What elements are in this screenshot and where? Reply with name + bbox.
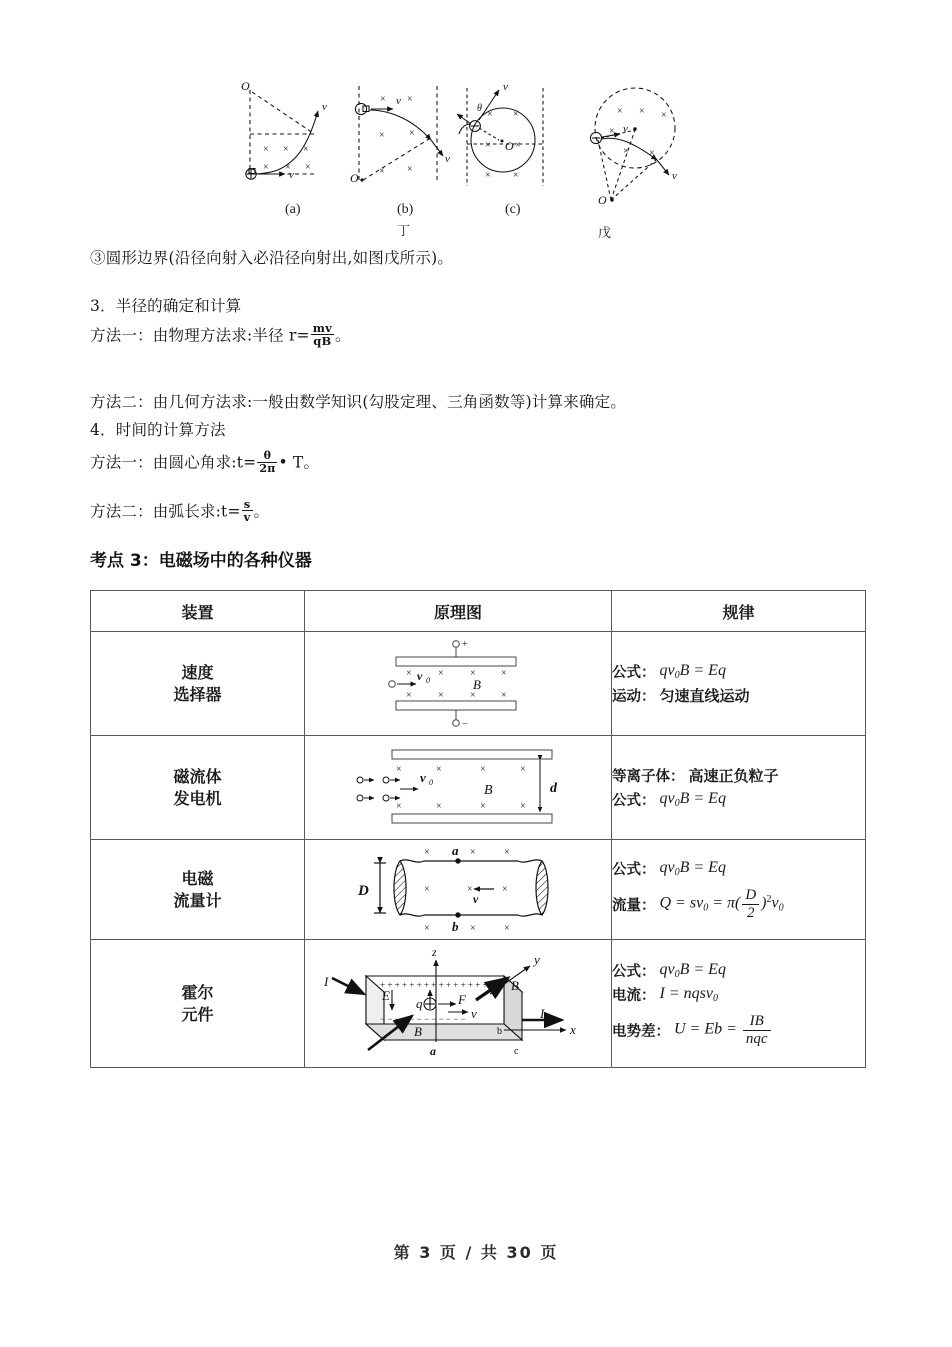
table-row <box>91 632 866 736</box>
svg-text:×: × <box>480 763 486 775</box>
device-line-2: 元件 <box>181 1004 214 1024</box>
fraction-numerator: θ <box>263 449 272 462</box>
svg-text:×: × <box>379 130 385 141</box>
svg-text:q: q <box>416 995 423 1011</box>
svg-text:0: 0 <box>426 675 430 685</box>
svg-text:v: v <box>322 101 327 113</box>
svg-text:×: × <box>504 846 510 858</box>
fraction-denominator: qB <box>311 334 334 347</box>
svg-text:×: × <box>501 667 507 679</box>
svg-text:×: × <box>396 800 402 812</box>
fraction-mv-over-qB <box>311 322 334 348</box>
svg-text:×: × <box>513 109 519 120</box>
svg-text:D: D <box>358 882 369 899</box>
rule-label: 公式： <box>612 861 656 878</box>
svg-text:θ: θ <box>477 103 482 114</box>
svg-text:×: × <box>305 162 311 173</box>
rule-formula: $Q = sv_0 = \pi$( $\frac{D}{2}$ )$^2v_0$ <box>659 887 784 921</box>
svg-text:×: × <box>513 170 519 181</box>
svg-text:×: × <box>470 846 476 858</box>
svg-text:×: × <box>609 126 615 137</box>
svg-text:v: v <box>396 95 401 107</box>
rule-line <box>612 789 865 810</box>
rule-line <box>612 765 865 786</box>
rules-mhd-generator <box>612 736 866 840</box>
svg-text:×: × <box>424 883 430 895</box>
svg-text:y: y <box>534 951 540 967</box>
svg-text:×: × <box>470 689 476 701</box>
svg-text:a: a <box>452 842 459 858</box>
rule-label: 流量： <box>612 896 656 914</box>
svg-text:×: × <box>438 667 444 679</box>
svg-text:×: × <box>520 800 526 812</box>
device-line-1: 速度 <box>181 663 214 683</box>
svg-text:v: v <box>471 1005 477 1021</box>
svg-text:v: v <box>503 81 508 93</box>
device-line-1: 霍尔 <box>181 983 214 1003</box>
device-line-2: 流量计 <box>173 890 222 910</box>
figure-label-a: (a) <box>285 202 301 217</box>
rule-formula: $qv_0B = Eq$ <box>659 859 726 878</box>
rule-line <box>612 887 865 921</box>
svg-text:×: × <box>501 689 507 701</box>
svg-text:d: d <box>550 780 557 796</box>
svg-text:×: × <box>623 146 629 157</box>
formula-radius-suffix: 。 <box>335 326 351 345</box>
svg-text:×: × <box>396 763 402 775</box>
fraction-theta-over-2pi <box>257 450 277 475</box>
svg-text:0: 0 <box>429 777 433 787</box>
svg-text:×: × <box>487 109 493 120</box>
rule-line <box>612 960 865 981</box>
rule-label: 公式： <box>612 963 656 980</box>
svg-text:x: x <box>570 1021 576 1037</box>
page-section-heading: 考点 3：电磁场中的各种仪器 <box>90 551 312 571</box>
svg-text:O: O <box>241 79 250 93</box>
svg-text:b: b <box>452 918 459 934</box>
svg-text:F: F <box>458 991 466 1007</box>
table-header-row <box>91 591 866 632</box>
rule-label: 电流： <box>612 987 656 1004</box>
svg-text:v: v <box>473 891 479 906</box>
svg-text:c: c <box>514 1045 519 1057</box>
svg-text:×: × <box>409 128 415 139</box>
table-row <box>91 736 866 840</box>
svg-text:v: v <box>623 123 628 135</box>
svg-text:×: × <box>639 106 645 117</box>
svg-text:×: × <box>406 689 412 701</box>
device-name-velocity-selector <box>91 632 305 736</box>
rule-formula: I = nqsv$_0$ <box>659 985 718 1004</box>
device-name-mhd-generator <box>91 736 305 840</box>
svg-text:×: × <box>263 162 269 173</box>
svg-text:B: B <box>484 782 493 798</box>
svg-text:v: v <box>672 170 677 182</box>
svg-text:b: b <box>497 1025 502 1037</box>
svg-text:I: I <box>540 1005 545 1021</box>
svg-text:×: × <box>379 166 385 177</box>
rule-formula: $qv_0B = Eq$ <box>659 662 726 681</box>
diagram-electromagnetic-flowmeter <box>305 840 612 940</box>
svg-text:O: O <box>598 193 607 207</box>
diagram-velocity-selector <box>305 632 612 736</box>
device-name-flowmeter <box>91 840 305 940</box>
svg-text:a: a <box>430 1043 436 1058</box>
rule-line <box>612 685 865 706</box>
instruments-table <box>90 590 866 1068</box>
svg-text:×: × <box>470 667 476 679</box>
rule-label: 运动： <box>612 688 656 705</box>
formula-time-angle-suffix: • T。 <box>278 453 320 472</box>
svg-text:B: B <box>414 1023 422 1039</box>
formula-time-angle-line <box>90 450 319 475</box>
svg-text:z: z <box>432 944 437 959</box>
svg-text:v: v <box>445 153 450 165</box>
svg-text:×: × <box>504 922 510 934</box>
svg-text:×: × <box>467 883 473 895</box>
svg-text:×: × <box>436 800 442 812</box>
svg-text:+: + <box>462 638 468 650</box>
svg-text:+ + + + + + + + + + + + + + +: + + + + + + + + + + + + + + + + <box>380 979 495 990</box>
formula-radius-line <box>90 322 351 348</box>
svg-text:×: × <box>424 846 430 858</box>
svg-text:v: v <box>289 169 294 181</box>
rule-value: 高速正负粒子 <box>688 767 779 785</box>
rule-line <box>612 984 865 1005</box>
formula-time-arc-prefix: 方法二：由弧长求:t= <box>90 502 241 521</box>
svg-text:×: × <box>520 763 526 775</box>
rule-value: 匀速直线运动 <box>659 687 750 705</box>
svg-text:×: × <box>649 148 655 159</box>
fraction-denominator: v <box>243 510 251 525</box>
svg-text:×: × <box>285 162 291 173</box>
figure-label-c: (c) <box>505 202 521 217</box>
figure-a <box>241 79 327 181</box>
svg-text:×: × <box>407 94 413 105</box>
rules-hall-element <box>612 940 866 1068</box>
svg-text:×: × <box>470 922 476 934</box>
table-row <box>91 940 866 1068</box>
page-footer: 第 3 页 / 共 30 页 <box>393 1243 559 1262</box>
rule-label: 电势差： <box>612 1022 670 1040</box>
table-row <box>91 840 866 940</box>
rule-line <box>612 1013 865 1047</box>
figure-wu <box>590 88 677 207</box>
svg-text:− − − − − − − − − −: − − − − − − − − − − − − <box>380 1013 466 1024</box>
svg-text:×: × <box>617 106 623 117</box>
formula-time-arc-line <box>90 498 269 524</box>
rule-label: 公式： <box>612 664 656 681</box>
device-line-1: 电磁 <box>181 869 214 889</box>
svg-text:×: × <box>661 110 667 121</box>
paragraph-geometric-method: 方法二：由几何方法求:一般由数学知识(勾股定理、三角函数等)计算来确定。 <box>90 393 627 411</box>
svg-text:×: × <box>485 140 491 151</box>
rule-formula: $qv_0B = Eq$ <box>659 961 726 980</box>
formula-time-arc-suffix: 。 <box>253 502 270 521</box>
rules-velocity-selector <box>612 632 866 736</box>
diagram-hall-element <box>305 940 612 1068</box>
paragraph-circular-boundary: ③圆形边界(沿径向射入必沿径向射出,如图戊所示)。 <box>90 249 454 267</box>
svg-text:v: v <box>420 769 426 785</box>
svg-text:×: × <box>515 140 521 151</box>
fraction-denominator: 2π <box>259 461 276 475</box>
svg-text:B: B <box>473 676 481 692</box>
svg-text:×: × <box>406 667 412 679</box>
rule-label: 等离子体： <box>612 768 685 785</box>
fraction-numerator: s <box>243 497 251 511</box>
fraction-numerator: mv <box>312 321 333 335</box>
svg-text:×: × <box>502 883 508 895</box>
svg-text:×: × <box>438 689 444 701</box>
rule-formula: $qv_0B = Eq$ <box>659 790 726 809</box>
svg-text:B: B <box>511 977 519 993</box>
svg-text:×: × <box>480 800 486 812</box>
rule-line <box>612 858 865 879</box>
device-line-1: 磁流体 <box>173 767 222 787</box>
svg-text:O: O <box>505 139 514 153</box>
svg-text:O: O <box>350 171 359 185</box>
column-header-rule: 规律 <box>612 591 866 632</box>
rules-flowmeter <box>612 840 866 940</box>
svg-text:×: × <box>283 144 289 155</box>
formula-radius-prefix: 方法一：由物理方法求:半径 r= <box>90 326 310 345</box>
svg-text:v: v <box>417 668 423 683</box>
svg-text:×: × <box>485 170 491 181</box>
heading-radius-determination: 3．半径的确定和计算 <box>90 297 242 315</box>
svg-text:−: − <box>462 718 468 730</box>
svg-text:×: × <box>436 763 442 775</box>
svg-text:×: × <box>407 164 413 175</box>
svg-text:×: × <box>424 922 430 934</box>
figure-label-ding: 丁 <box>397 224 411 239</box>
formula-time-angle-prefix: 方法一：由圆心角求:t= <box>90 453 257 472</box>
device-name-hall-element <box>91 940 305 1068</box>
figure-label-wu: 戊 <box>598 226 612 241</box>
svg-text:×: × <box>303 144 309 155</box>
device-line-2: 发电机 <box>173 788 222 808</box>
svg-text:×: × <box>380 94 386 105</box>
column-header-device: 装置 <box>91 591 305 632</box>
rule-line <box>612 661 865 682</box>
figure-caption-row <box>225 196 695 241</box>
svg-text:E: E <box>382 987 390 1003</box>
rule-label: 公式： <box>612 792 656 809</box>
svg-text:I: I <box>324 973 329 989</box>
device-line-2: 选择器 <box>173 684 222 704</box>
rule-formula: U = Eb = IB nqc <box>674 1013 773 1047</box>
heading-time-calculation: 4．时间的计算方法 <box>90 421 226 439</box>
diagram-mhd-generator <box>305 736 612 840</box>
figure-c <box>457 81 543 186</box>
figure-label-b: (b) <box>397 202 414 217</box>
fraction-s-over-v <box>242 498 253 524</box>
svg-text:×: × <box>263 144 269 155</box>
figure-b <box>350 86 450 185</box>
column-header-diagram: 原理图 <box>305 591 612 632</box>
